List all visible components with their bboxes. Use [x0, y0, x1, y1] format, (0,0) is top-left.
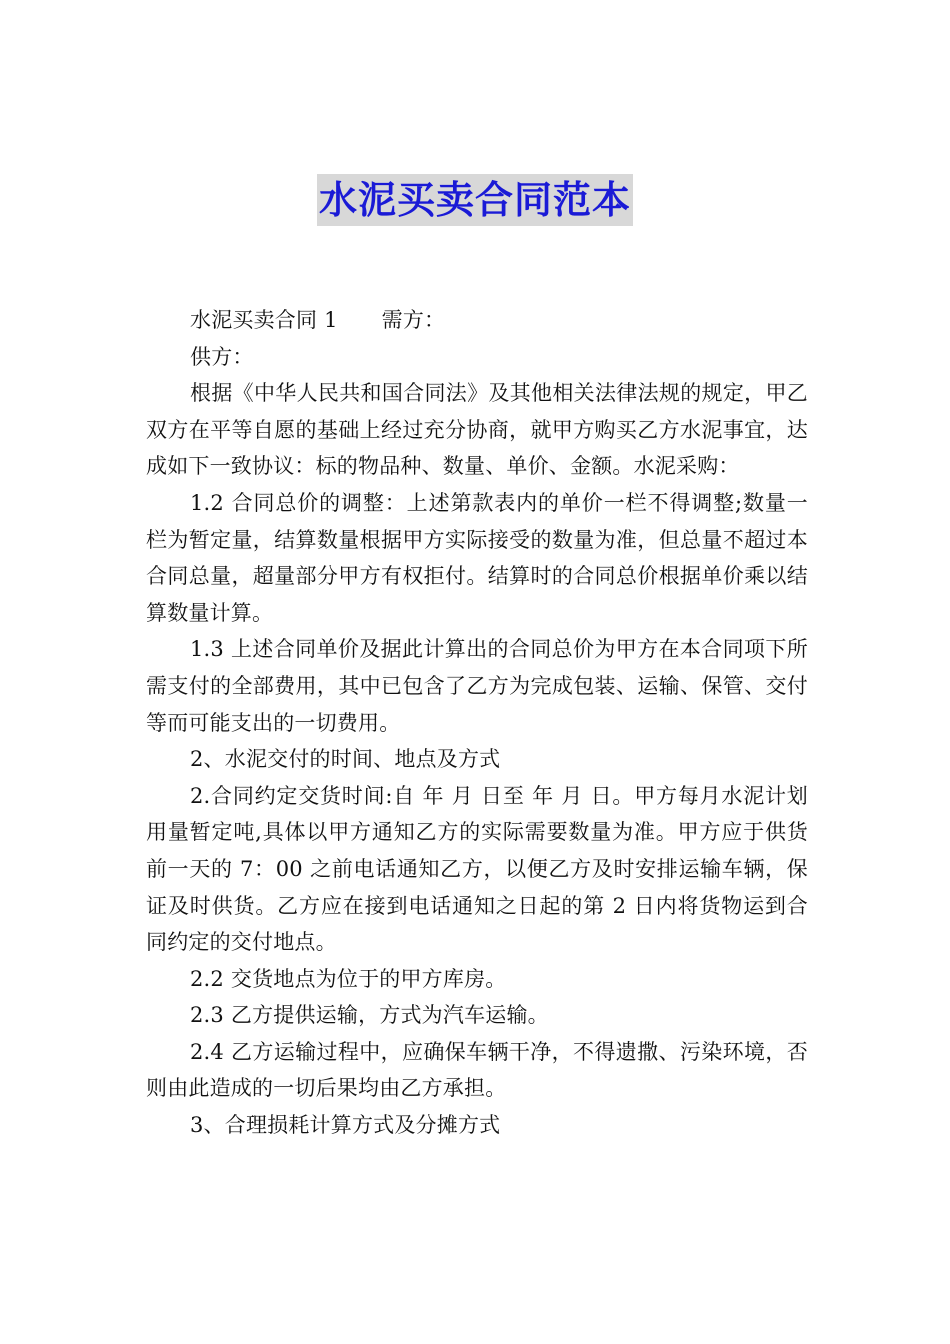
paragraph-2-1: 2.合同约定交货时间:自 年 月 日至 年 月 日。甲方每月水泥计划用量暂定吨,具体以甲方通知乙方的实际需要数量为准。甲方应于供货前一天的 7：00 之前电话通知乙方，以便乙方及时安排运输车辆，保证及时供货。乙方应在接到电话通知之日起的第 2 日内将货物运到合同约定的交付地点。: [146, 783, 808, 955]
paragraph-supplier: 供方：: [190, 344, 254, 369]
document-title: 水泥买卖合同范本: [317, 174, 633, 226]
buyer-label: 需方：: [381, 308, 446, 332]
paragraph-2-3: 2.3 乙方提供运输，方式为汽车运输。: [190, 1003, 549, 1028]
contract-heading: 水泥买卖合同 1: [190, 308, 338, 332]
document-body: [146, 302, 808, 1144]
section-heading-2: 2、水泥交付的时间、地点及方式: [190, 747, 501, 772]
paragraph-2-4: 2.4 乙方运输过程中，应确保车辆干净，不得遗撒、污染环境，否则由此造成的一切后果均由乙方承担。: [146, 1039, 808, 1101]
paragraph-preamble: 根据《中华人民共和国合同法》及其他相关法律法规的规定，甲乙双方在平等自愿的基础上经过充分协商，就甲方购买乙方水泥事宜，达成如下一致协议：标的物品种、数量、单价、金额。水泥采购：: [146, 381, 808, 479]
paragraph-1-2: 1.2 合同总价的调整：上述第款表内的单价一栏不得调整;数量一栏为暂定量，结算数量根据甲方实际接受的数量为准，但总量不超过本合同总量，超量部分甲方有权拒付。结算时的合同总价根据单价乘以结算数量计算。: [146, 490, 808, 625]
title-container: [0, 174, 950, 226]
paragraph-2-2: 2.2 交货地点为位于的甲方库房。: [190, 966, 507, 991]
contract-heading-line: [146, 302, 808, 339]
paragraph-1-3: 1.3 上述合同单价及据此计算出的合同总价为甲方在本合同项下所需支付的全部费用，其中已包含了乙方为完成包装、运输、保管、交付等而可能支出的一切费用。: [146, 637, 808, 735]
section-heading-3: 3、合理损耗计算方式及分摊方式: [190, 1113, 501, 1138]
